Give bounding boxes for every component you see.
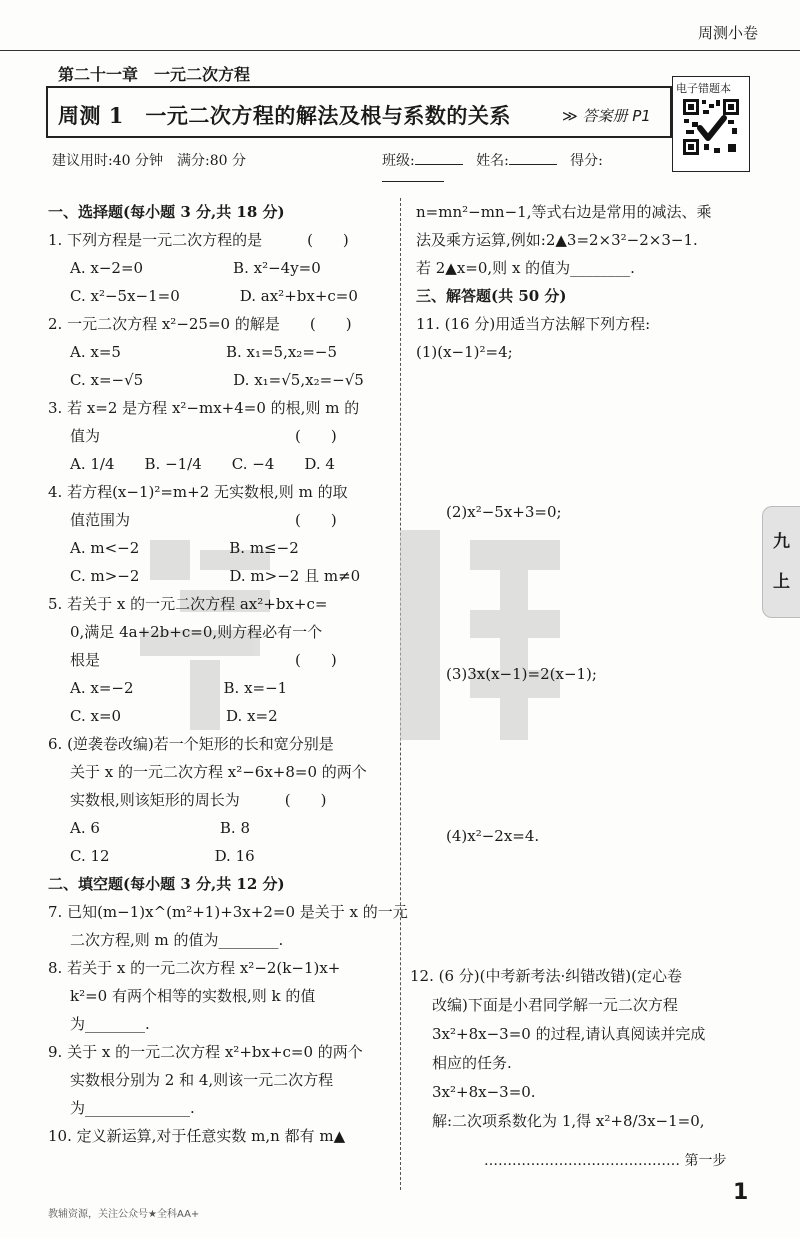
- text-line: A. m<−2 B. m≤−2: [70, 539, 299, 557]
- text-line: C. x=−√5 D. x₁=√5,x₂=−√5: [70, 371, 364, 389]
- text-line: 三、解答题(共 50 分): [416, 287, 567, 305]
- text-line: A. x−2=0 B. x²−4y=0: [70, 259, 321, 277]
- footer-note: 教辅资源，关注公众号★全科AA+: [48, 1209, 200, 1220]
- text-line: A. 6 B. 8: [70, 819, 251, 837]
- text-line: 实数根分别为 2 和 4,则该一元二次方程: [70, 1071, 334, 1089]
- qr-caption: 电子错题本: [676, 82, 731, 95]
- text-line: 为________.: [70, 1015, 150, 1033]
- name-label: 姓名:: [476, 153, 509, 169]
- text-line: 值为 ( ): [70, 427, 337, 445]
- text-line: 改编)下面是小君同学解一元二次方程: [432, 996, 678, 1014]
- text-line: 0,满足 4a+2b+c=0,则方程必有一个: [70, 623, 323, 641]
- name-blank[interactable]: [509, 164, 557, 165]
- text-line: 7. 已知(m−1)x^(m²+1)+3x+2=0 是关于 x 的一元: [48, 903, 408, 921]
- side-tab-term: 上: [773, 572, 790, 592]
- side-tab-grade: 九: [773, 532, 790, 552]
- score-blank[interactable]: [382, 181, 444, 182]
- text-line: 3x²+8x−3=0.: [432, 1083, 536, 1101]
- text-line: 二、填空题(每小题 3 分,共 12 分): [48, 875, 285, 893]
- text-line: 12. (6 分)(中考新考法·纠错改错)(定心卷: [410, 967, 682, 985]
- text-line: n=mn²−mn−1,等式右边是常用的减法、乘: [416, 203, 712, 221]
- chapter-title: 第二十一章 一元二次方程: [58, 65, 251, 84]
- left-column: [48, 198, 408, 1150]
- text-line: 一、选择题(每小题 3 分,共 18 分): [48, 203, 285, 221]
- sub-problem-2: (2)x²−5x+3=0;: [446, 503, 562, 521]
- text-line: 关于 x 的一元二次方程 x²−6x+8=0 的两个: [70, 763, 367, 781]
- text-line: 11. (16 分)用适当方法解下列方程:: [416, 315, 651, 333]
- text-line: 10. 定义新运算,对于任意实数 m,n 都有 m▲: [48, 1127, 346, 1145]
- class-label: 班级:: [382, 153, 415, 169]
- page-title: 周测 1 一元二次方程的解法及根与系数的关系: [58, 103, 511, 128]
- text-line: 6. (逆袭卷改编)若一个矩形的长和宽分别是: [48, 735, 334, 753]
- text-line: 4. 若方程(x−1)²=m+2 无实数根,则 m 的取: [48, 483, 348, 501]
- text-line: C. m>−2 D. m>−2 且 m≠0: [70, 567, 361, 585]
- text-line: 3. 若 x=2 是方程 x²−mx+4=0 的根,则 m 的: [48, 399, 360, 417]
- text-line: 3x²+8x−3=0 的过程,请认真阅读并完成: [432, 1025, 706, 1043]
- text-line: 若 2▲x=0,则 x 的值为________.: [416, 259, 635, 277]
- right-column-bottom: [410, 962, 762, 1136]
- class-blank[interactable]: [415, 164, 463, 165]
- text-line: k²=0 有两个相等的实数根,则 k 的值: [70, 987, 316, 1005]
- answer-reference: ≫ 答案册 P1: [562, 107, 651, 125]
- text-line: 相应的任务.: [432, 1054, 512, 1072]
- text-line: C. x²−5x−1=0 D. ax²+bx+c=0: [70, 287, 358, 305]
- text-line: 1. 下列方程是一元二次方程的是 ( ): [48, 231, 349, 249]
- text-line: 为______________.: [70, 1099, 195, 1117]
- side-tab: [762, 506, 800, 618]
- time-and-score: 建议用时:40 分钟 满分:80 分: [52, 153, 246, 169]
- text-line: 8. 若关于 x 的一元二次方程 x²−2(k−1)x+: [48, 959, 341, 977]
- sub-problem-3: (3)3x(x−1)=2(x−1);: [446, 665, 597, 683]
- text-line: 根是 ( ): [70, 651, 337, 669]
- text-line: 法及乘方运算,例如:2▲3=2×3²−2×3−1.: [416, 231, 698, 249]
- text-line: C. 12 D. 16: [70, 847, 255, 865]
- text-line: C. x=0 D. x=2: [70, 707, 278, 725]
- text-line: (1)(x−1)²=4;: [416, 343, 513, 361]
- qr-code-icon[interactable]: [682, 98, 740, 156]
- text-line: 2. 一元二次方程 x²−25=0 的解是 ( ): [48, 315, 352, 333]
- text-line: 5. 若关于 x 的一元二次方程 ax²+bx+c=: [48, 595, 328, 613]
- text-line: 值范围为 ( ): [70, 511, 337, 529]
- top-rule: [0, 50, 800, 51]
- page-number: 1: [733, 1180, 749, 1205]
- text-line: A. x=−2 B. x=−1: [70, 679, 288, 697]
- text-line: A. x=5 B. x₁=5,x₂=−5: [70, 343, 338, 361]
- text-line: 9. 关于 x 的一元二次方程 x²+bx+c=0 的两个: [48, 1043, 363, 1061]
- step-label: …………………………………… 第一步: [484, 1153, 727, 1169]
- sub-problem-4: (4)x²−2x=4.: [446, 827, 540, 845]
- text-line: 解:二次项系数化为 1,得 x²+8/3x−1=0,: [432, 1112, 705, 1130]
- score-label: 得分:: [570, 153, 603, 169]
- right-column-top: [416, 198, 761, 366]
- text-line: 二次方程,则 m 的值为________.: [70, 931, 284, 949]
- meta-row: [52, 150, 662, 170]
- text-line: A. 1/4 B. −1/4 C. −4 D. 4: [70, 455, 335, 473]
- top-label: 周测小卷: [697, 24, 758, 42]
- text-line: 实数根,则该矩形的周长为 ( ): [70, 791, 327, 809]
